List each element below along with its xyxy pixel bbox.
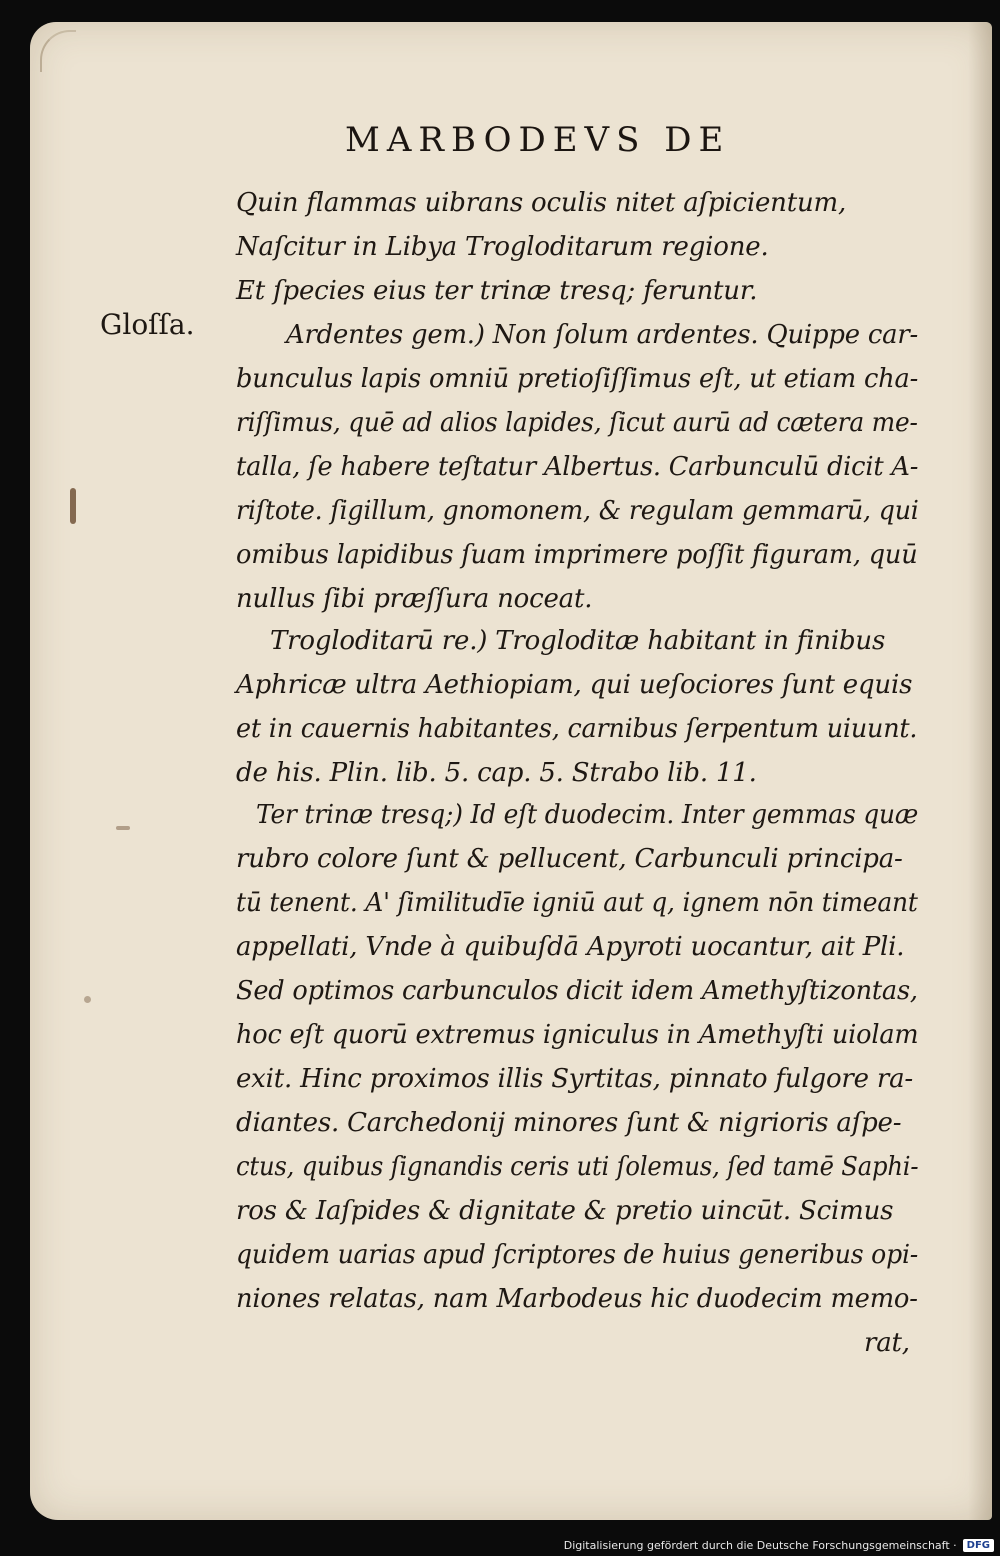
text-line: appellati, Vnde à quibuſdā Apyroti uocantur, ait Pli. — [236, 932, 905, 962]
text-line: talla, ſe habere teſtatur Albertus. Carbunculū dicit A- — [236, 452, 919, 482]
page-edge-shadow — [968, 22, 992, 1520]
text-line: Sed optimos carbunculos dicit idem Amethyſtizontas, — [236, 976, 918, 1006]
dfg-logo: DFG — [963, 1539, 994, 1552]
text-line: hoc eſt quorū extremus igniculus in Amethyſti uiolam — [236, 1020, 919, 1050]
footer-credit: Digitalisierung gefördert durch die Deutsche Forschungsgemeinschaft · — [563, 1539, 957, 1552]
text-line: rubro colore ſunt & pellucent, Carbunculi principa- — [236, 844, 903, 874]
text-line: diantes. Carchedonij minores ſunt & nigrioris aſpe- — [236, 1108, 902, 1138]
text-line: Aphricæ ultra Aethiopiam, qui ueſociores ſunt equis — [236, 670, 913, 700]
text-line: Ter trinæ tresq;) Id eſt duodecim. Inter gemmas quæ — [256, 800, 919, 830]
text-line: ros & Iaſpides & dignitate & pretio uincūt. Scimus — [236, 1196, 894, 1226]
text-line: et in cauernis habitantes, carnibus ſerpentum uiuunt. — [236, 714, 918, 744]
text-line: tū tenent. A' ſimilitudīe igniū aut q, ignem nōn timeant — [236, 888, 918, 918]
margin-gloss-label: Gloſſa. — [100, 308, 195, 341]
text-line: Et ſpecies eius ter trinæ tresq; feruntur. — [236, 276, 758, 306]
text-line: riſſimus, quē ad alios lapides, ſicut aurū ad cætera me- — [236, 408, 918, 438]
text-line: omibus lapidibus ſuam imprimere poſſit figuram, quū — [236, 540, 918, 570]
text-line: Ardentes gem.) Non ſolum ardentes. Quippe car- — [286, 320, 919, 350]
catchword: rat, — [864, 1328, 910, 1358]
page-corner-fold — [40, 30, 76, 72]
text-line: Naſcitur in Libya Troglod​itarum regione. — [236, 232, 769, 262]
text-line: nullus ſibi præſſura noceat. — [236, 584, 593, 614]
digitization-footer — [564, 1539, 994, 1552]
ink-mark — [70, 488, 76, 524]
running-title: MARBODEVS DE — [345, 120, 731, 160]
text-line: ctus, quibus ſignandis ceris uti ſolemus, ſed tamē Saphi- — [236, 1152, 919, 1182]
text-line: Quin flammas uibrans oculis nitet aſpicientum, — [236, 188, 847, 218]
text-line: niones relatas, nam Marbodeus hic duodecim memo- — [236, 1284, 918, 1314]
text-line: bunculus lapis omniū pretioſiſſimus eſt, ut etiam cha- — [236, 364, 919, 394]
ink-mark — [84, 996, 91, 1003]
ink-mark — [116, 826, 130, 830]
text-line: riſtote. ſigillum, gnomonem, & regulam gemmarū, qui — [236, 496, 919, 526]
text-line: quidem uarias apud ſcriptores de huius generibus opi- — [236, 1240, 919, 1270]
text-line: de his. Plin. lib. 5. cap. 5. Strabo lib. 11. — [236, 758, 757, 788]
text-line: exit. Hinc proximos illis Syrtitas, pinnato fulgore ra- — [236, 1064, 913, 1094]
text-line: Troglod​itarū re.) Troglod​itæ habitant in finibus — [270, 626, 886, 656]
